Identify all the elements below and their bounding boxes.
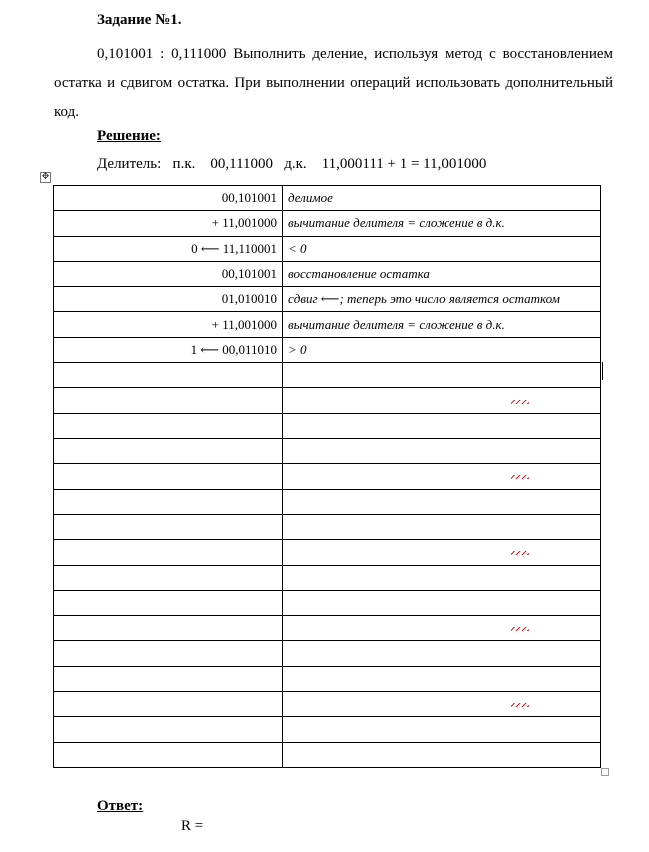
table-row[interactable] xyxy=(54,742,601,767)
table-row[interactable] xyxy=(54,211,601,236)
table-row[interactable] xyxy=(54,590,601,615)
pk-label: п.к. xyxy=(172,156,196,172)
comment-cell[interactable]: восстановление остатка xyxy=(283,261,601,286)
table-row[interactable] xyxy=(54,236,601,261)
comment-cell[interactable] xyxy=(283,565,601,590)
value-cell[interactable]: 01,010010 xyxy=(54,287,283,312)
comment-cell[interactable] xyxy=(283,616,601,641)
value-cell[interactable]: + 11,001000 xyxy=(54,312,283,337)
solution-label: Решение: xyxy=(97,128,161,144)
comment-cell[interactable]: вычитание делителя = сложение в д.к. xyxy=(283,211,601,236)
comment-cell[interactable] xyxy=(283,489,601,514)
comment-cell[interactable]: сдвиг ⟵; теперь это число является остатком xyxy=(283,287,601,312)
table-row[interactable] xyxy=(54,413,601,438)
value-cell[interactable]: 00,101001 xyxy=(54,186,283,211)
value-cell[interactable]: + 11,001000 xyxy=(54,211,283,236)
table-row[interactable] xyxy=(54,616,601,641)
answer-r: R = xyxy=(181,818,204,834)
spellcheck-squiggle xyxy=(511,475,529,479)
table-row[interactable] xyxy=(54,717,601,742)
table-move-handle-icon[interactable]: ✥ xyxy=(41,172,50,182)
empty-rows[interactable] xyxy=(54,363,601,768)
comment-cell[interactable]: вычитание делителя = сложение в д.к. xyxy=(283,312,601,337)
table-row[interactable] xyxy=(54,641,601,666)
division-table[interactable] xyxy=(53,185,601,768)
comment-cell[interactable] xyxy=(283,388,601,413)
value-cell[interactable] xyxy=(54,565,283,590)
value-cell[interactable] xyxy=(54,666,283,691)
table-row[interactable] xyxy=(54,287,601,312)
table-row[interactable] xyxy=(54,540,601,565)
comment-cell[interactable] xyxy=(283,514,601,539)
comment-cell[interactable] xyxy=(283,439,601,464)
task-statement: 0,101001 : 0,111000 Выполнить деление, используя метод с восстановлением остатка и сдвигом остатка. При выполнении операций использовать дополнительный код. xyxy=(54,46,613,120)
divisor-line xyxy=(97,156,486,173)
comment-cell[interactable] xyxy=(283,590,601,615)
value-cell[interactable]: 00,101001 xyxy=(54,261,283,286)
value-cell[interactable] xyxy=(54,464,283,489)
spellcheck-squiggle xyxy=(511,400,529,404)
spellcheck-squiggle xyxy=(511,627,529,631)
table-row[interactable] xyxy=(54,439,601,464)
comment-cell[interactable] xyxy=(283,742,601,767)
dk-value: 11,000111 + 1 = 11,001000 xyxy=(321,156,487,172)
table-resize-handle[interactable] xyxy=(601,768,609,776)
comment-cell[interactable] xyxy=(283,641,601,666)
comment-cell[interactable] xyxy=(283,363,601,388)
value-cell[interactable] xyxy=(54,641,283,666)
answer-label: Ответ: xyxy=(97,798,144,814)
dk-label: д.к. xyxy=(284,156,307,172)
value-cell[interactable] xyxy=(54,514,283,539)
value-cell[interactable] xyxy=(54,616,283,641)
value-cell[interactable] xyxy=(54,540,283,565)
value-cell[interactable] xyxy=(54,413,283,438)
value-cell[interactable] xyxy=(54,590,283,615)
task-heading: Задание №1. xyxy=(97,12,182,28)
value-cell[interactable] xyxy=(54,717,283,742)
table-row[interactable] xyxy=(54,363,601,388)
table-row[interactable] xyxy=(54,337,601,362)
table-row[interactable] xyxy=(54,388,601,413)
text-cursor xyxy=(602,362,603,380)
table-row[interactable] xyxy=(54,464,601,489)
comment-cell[interactable] xyxy=(283,691,601,716)
spellcheck-squiggle xyxy=(511,703,529,707)
comment-cell[interactable]: делимое xyxy=(283,186,601,211)
table-row[interactable] xyxy=(54,565,601,590)
value-cell[interactable] xyxy=(54,489,283,514)
comment-cell[interactable] xyxy=(283,717,601,742)
table-row[interactable] xyxy=(54,261,601,286)
comment-cell[interactable] xyxy=(283,413,601,438)
comment-cell[interactable] xyxy=(283,540,601,565)
comment-cell[interactable] xyxy=(283,666,601,691)
table-row[interactable] xyxy=(54,666,601,691)
spellcheck-squiggle xyxy=(511,551,529,555)
value-cell[interactable] xyxy=(54,388,283,413)
value-cell[interactable] xyxy=(54,742,283,767)
table-row[interactable] xyxy=(54,514,601,539)
comment-cell[interactable]: > 0 xyxy=(283,337,601,362)
pk-value: 00,111000 xyxy=(210,156,274,172)
table-row[interactable] xyxy=(54,312,601,337)
table-row[interactable] xyxy=(54,186,601,211)
comment-cell[interactable] xyxy=(283,464,601,489)
value-cell[interactable] xyxy=(54,363,283,388)
value-cell[interactable]: 1 ⟵ 00,011010 xyxy=(54,337,283,362)
comment-cell[interactable]: < 0 xyxy=(283,236,601,261)
value-cell[interactable] xyxy=(54,439,283,464)
divisor-label: Делитель: xyxy=(97,156,162,172)
table-row[interactable] xyxy=(54,691,601,716)
table-row[interactable] xyxy=(54,489,601,514)
value-cell[interactable]: 0 ⟵ 11,110001 xyxy=(54,236,283,261)
value-cell[interactable] xyxy=(54,691,283,716)
